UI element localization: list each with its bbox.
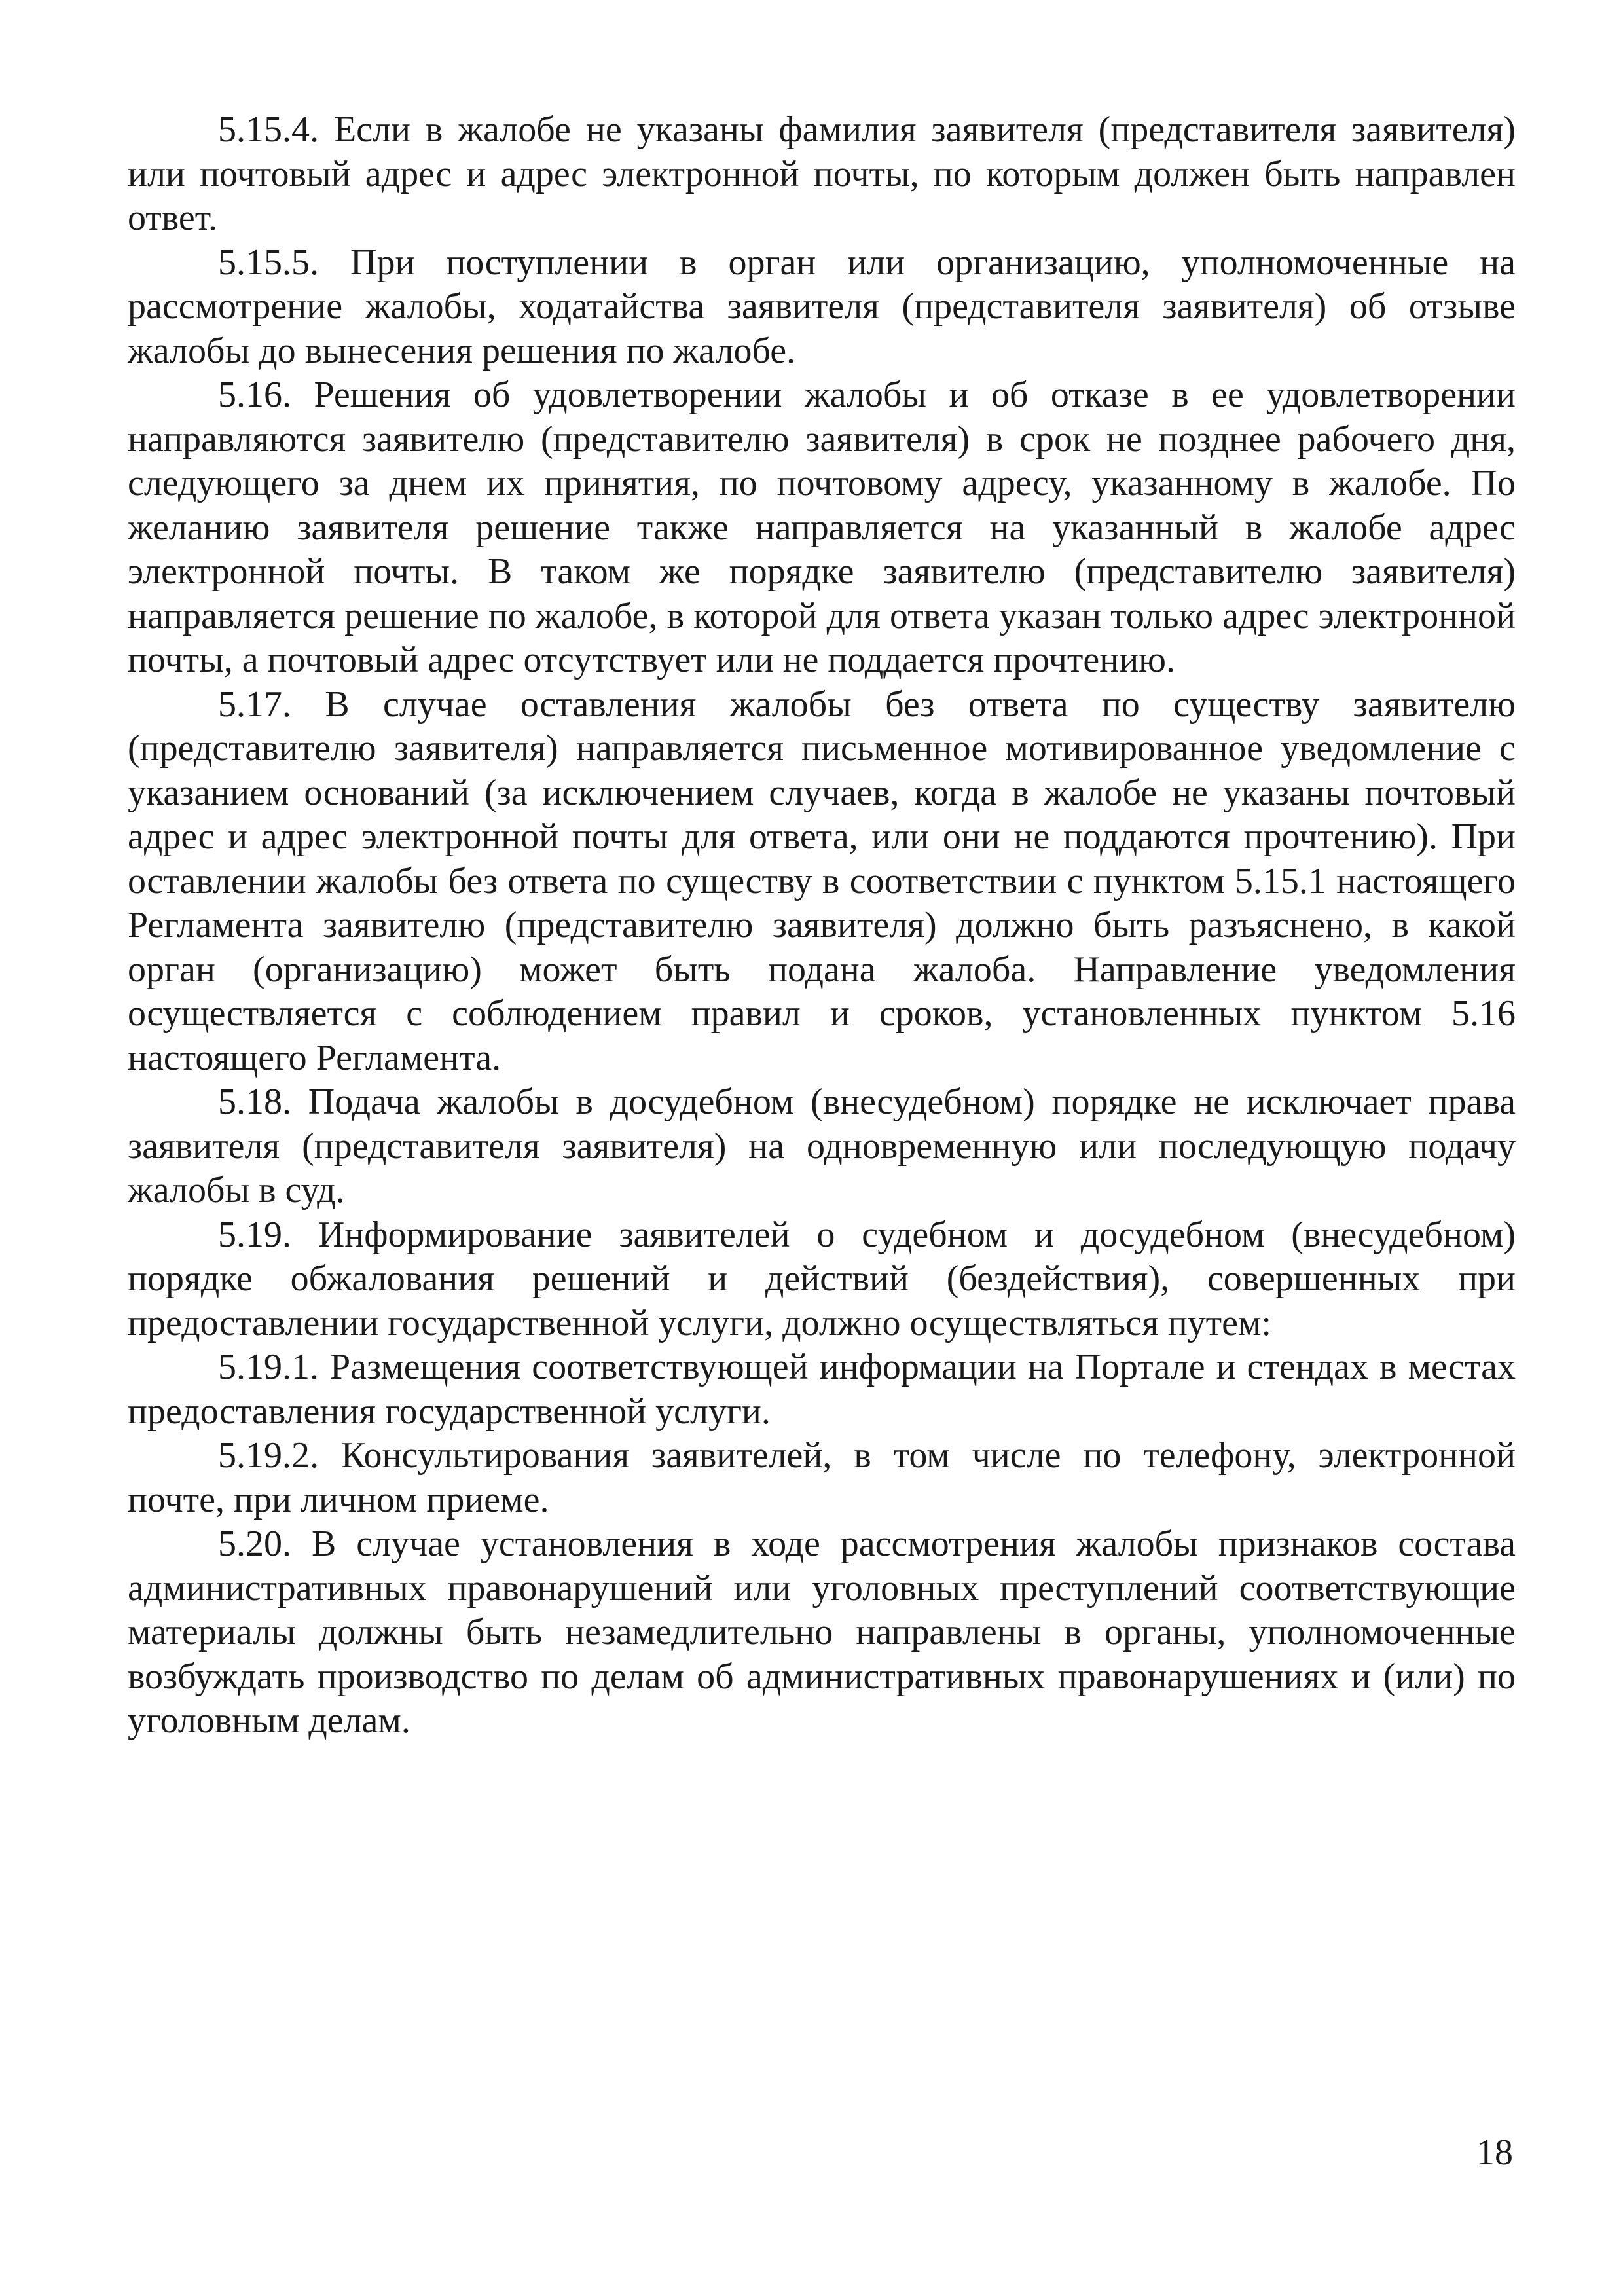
paragraph-5-20: 5.20. В случае установления в ходе рассмотрения жалобы признаков состава административных правонарушений или уголовных преступлений соответствующие материалы должны быть незамедлительно направлены в органы, уполномоченные возбуждать производство по делам об административных правонарушениях и (или) по уголовным делам. xyxy=(128,1523,1516,1741)
paragraph-5-16: 5.16. Решения об удовлетворении жалобы и об отказе в ее удовлетворении направляются заявителю (представителю заявителя) в срок не позднее рабочего дня, следующего за днем их принятия, по почтовому адресу, указанному в жалобе. По желанию заявителя решение также направляется на указанный в жалобе адрес электронной почты. В таком же порядке заявителю (представителю заявителя) направляется решение по жалобе, в которой для ответа указан только адрес электронной почты, а почтовый адрес отсутствует или не поддается прочтению. xyxy=(128,374,1516,680)
document-body xyxy=(128,108,1516,1743)
paragraph-5-19-2: 5.19.2. Консультирования заявителей, в том числе по телефону, электронной почте, при личном приеме. xyxy=(128,1435,1516,1520)
paragraph-5-18: 5.18. Подача жалобы в досудебном (внесудебном) порядке не исключает права заявителя (представителя заявителя) на одновременную или последующую подачу жалобы в суд. xyxy=(128,1082,1516,1211)
paragraph-5-19-1: 5.19.1. Размещения соответствующей информации на Портале и стендах в местах предоставления государственной услуги. xyxy=(128,1347,1516,1432)
page-number: 18 xyxy=(1476,2132,1513,2173)
paragraph-5-15-4: 5.15.4. Если в жалобе не указаны фамилия заявителя (представителя заявителя) или почтовый адрес и адрес электронной почты, по которым должен быть направлен ответ. xyxy=(128,109,1516,238)
paragraph-5-19: 5.19. Информирование заявителей о судебном и досудебном (внесудебном) порядке обжалования решений и действий (бездействия), совершенных при предоставлении государственной услуги, должно осуществляться путем: xyxy=(128,1214,1516,1343)
paragraph-5-15-5: 5.15.5. При поступлении в орган или организацию, уполномоченные на рассмотрение жалобы, ходатайства заявителя (представителя заявителя) об отзыве жалобы до вынесения решения по жалобе. xyxy=(128,242,1516,371)
paragraph-5-17: 5.17. В случае оставления жалобы без ответа по существу заявителю (представителю заявителя) направляется письменное мотивированное уведомление с указанием оснований (за исключением случаев, когда в жалобе не указаны почтовый адрес и адрес электронной почты для ответа, или они не поддаются прочтению). При оставлении жалобы без ответа по существу в соответствии с пунктом 5.15.1 настоящего Регламента заявителю (представителю заявителя) должно быть разъяснено, в какой орган (организацию) может быть подана жалоба. Направление уведомления осуществляется с соблюдением правил и сроков, установленных пунктом 5.16 настоящего Регламента. xyxy=(128,683,1516,1078)
